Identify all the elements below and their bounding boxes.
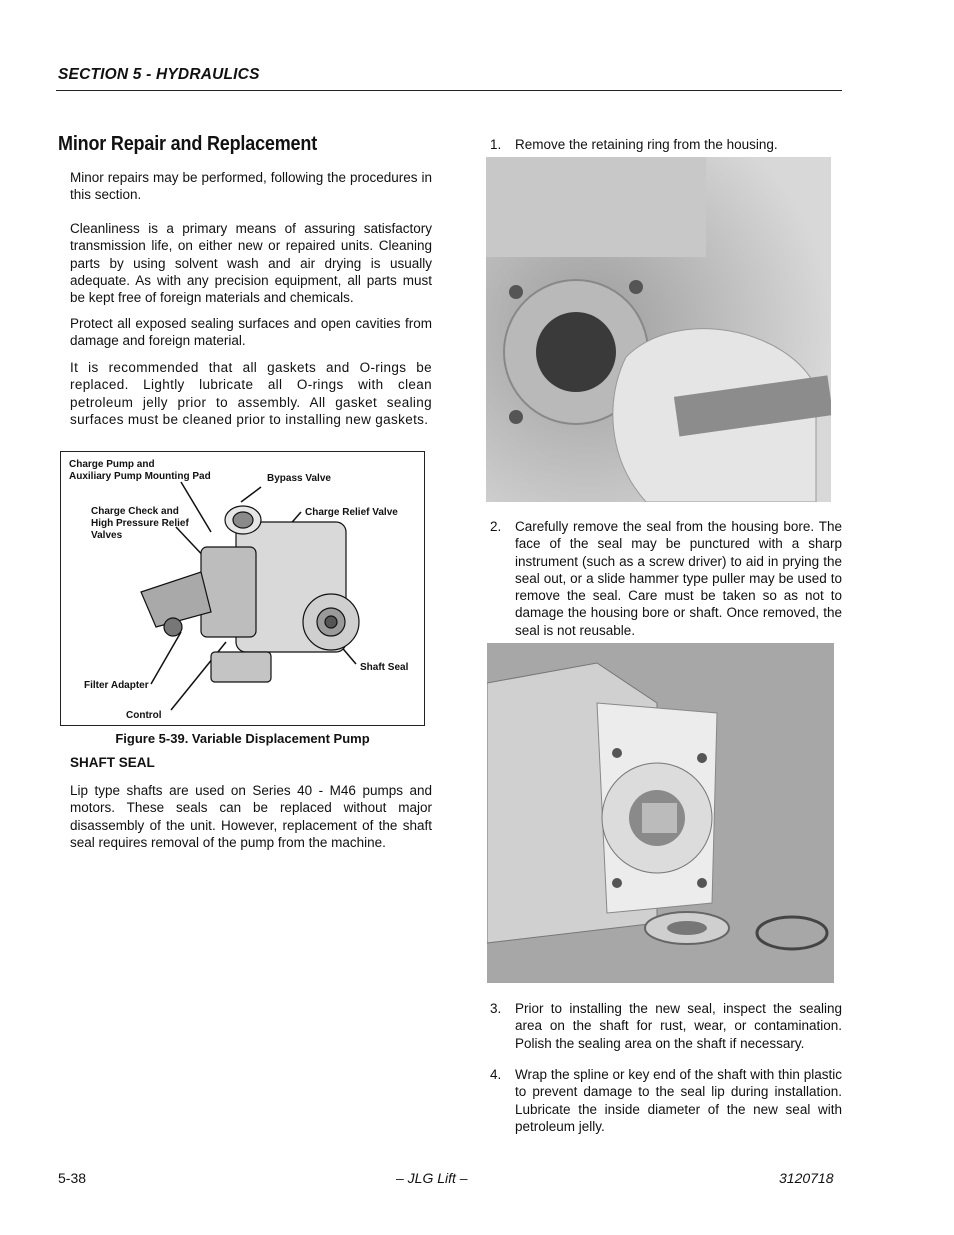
shaft-seal-heading: SHAFT SEAL — [70, 755, 155, 770]
step-text: Carefully remove the seal from the housing bore. The face of the seal may be punctured with a sharp instrument (such as a screw driver) to aid in prying the seal out, or a slide hammer type puller may be used to remove the seal. Care must be taken so as not to damage the housing bore or shaft. Once removed, the seal is not reusable. — [515, 519, 842, 638]
step-text: Wrap the spline or key end of the shaft with thin plastic to prevent damage to the seal lip during installation. Lubricate the inside diameter of the new seal with petroleum jelly. — [515, 1067, 842, 1134]
label-filter-adapter: Filter Adapter — [84, 680, 149, 691]
intro-paragraph-1: Minor repairs may be performed, following the procedures in this section. — [70, 170, 432, 203]
intro-paragraph-3: Protect all exposed sealing surfaces and open cavities from damage and foreign material. — [70, 316, 432, 349]
photo-remove-retaining-ring — [486, 157, 831, 502]
intro-paragraph-2: Cleanliness is a primary means of assuring satisfactory transmission life, on either new or repaired units. Cleaning parts by using solvent wash and air drying is usually adequate. As with any precision equipment, all parts must be kept free of foreign materials and chemicals. — [70, 221, 432, 306]
section-header: SECTION 5 - HYDRAULICS — [58, 66, 260, 83]
label-charge-relief: Charge Relief Valve — [305, 507, 398, 518]
step-text: Prior to installing the new seal, inspect the sealing area on the shaft for rust, wear, or contamination. Polish the sealing area on the shaft if necessary. — [515, 1001, 842, 1051]
step-1 — [490, 136, 842, 154]
label-charge-check-3: Valves — [91, 530, 123, 541]
step-number: 3. — [490, 1001, 502, 1016]
step-3 — [490, 1000, 842, 1055]
footer-brand: – JLG Lift – — [396, 1170, 468, 1186]
step-number: 4. — [490, 1067, 502, 1082]
label-shaft-seal: Shaft Seal — [360, 662, 409, 673]
step-4 — [490, 1066, 842, 1138]
intro-paragraph-4: It is recommended that all gaskets and O-rings be replaced. Lightly lubricate all O-rings with clean petroleum jelly prior to assembly. All gasket sealing surfaces must be cleaned prior to installing new gaskets. — [70, 360, 432, 427]
pump-figure — [60, 451, 425, 726]
label-control: Control — [126, 710, 162, 721]
photo-remove-seal — [487, 643, 834, 983]
step-number: 2. — [490, 519, 502, 534]
header-rule — [56, 90, 842, 91]
shaft-seal-paragraph: Lip type shafts are used on Series 40 - M46 pumps and motors. These seals can be replaced without major disassembly of the unit. However, replacement of the shaft seal requires removal of the pump from the machine. — [70, 783, 432, 850]
step-text: Remove the retaining ring from the housing. — [515, 137, 778, 152]
label-charge-check-2: High Pressure Relief — [91, 518, 189, 529]
label-charge-pump-2: Auxiliary Pump Mounting Pad — [69, 471, 211, 482]
label-charge-pump-1: Charge Pump and — [69, 459, 155, 470]
page-number: 5-38 — [58, 1170, 87, 1186]
label-charge-check-1: Charge Check and — [91, 506, 179, 517]
figure-caption: Figure 5-39. Variable Displacement Pump — [115, 731, 370, 746]
retaining-ring-photo — [486, 157, 831, 502]
page-title: Minor Repair and Replacement — [58, 133, 318, 155]
document-number: 3120718 — [779, 1170, 834, 1186]
step-2 — [490, 518, 842, 638]
label-bypass-valve: Bypass Valve — [267, 473, 331, 484]
seal-removal-photo — [487, 643, 834, 983]
step-number: 1. — [490, 137, 502, 152]
